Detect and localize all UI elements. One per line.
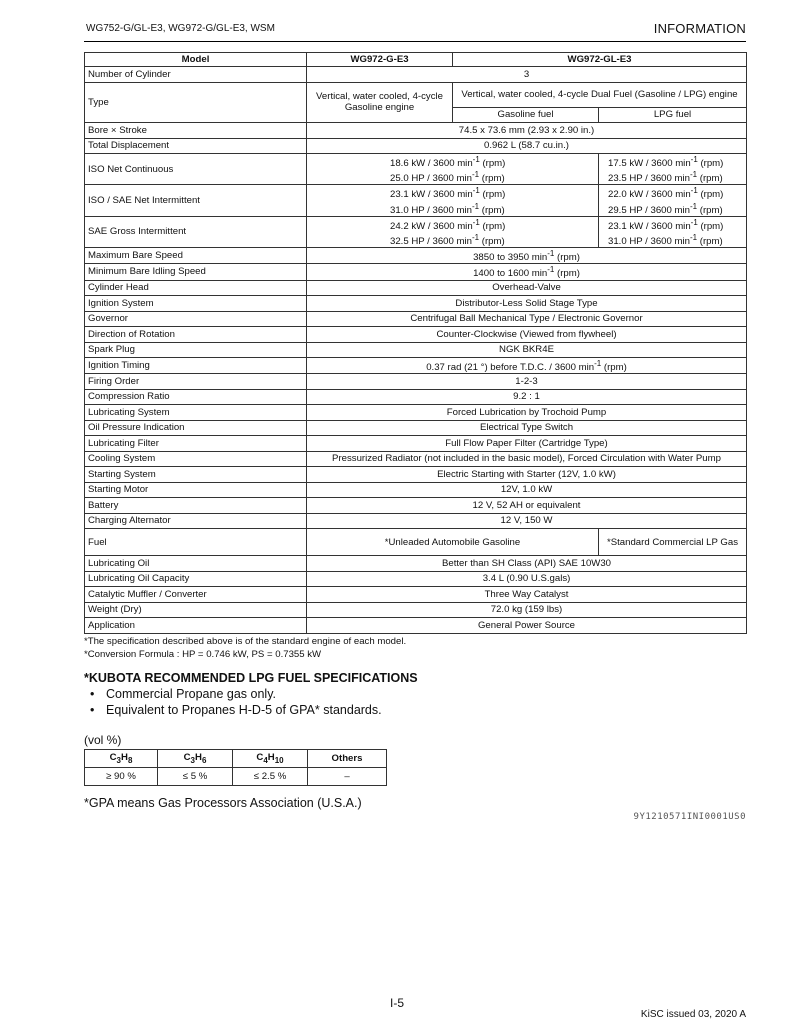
power-unit-sup: -1 [690, 217, 698, 227]
row-value: Counter-Clockwise (Viewed from flywheel) [307, 327, 747, 343]
row-value: Distributor-Less Solid Stage Type [307, 296, 747, 312]
table-row [85, 123, 747, 139]
row-value: Electric Starting with Starter (12V, 1.0 kW) [307, 467, 747, 483]
row-label: Number of Cylinder [85, 67, 307, 83]
row-label: Governor [85, 311, 307, 327]
row-value: 74.5 x 73.6 mm (2.93 x 2.90 in.) [307, 123, 747, 139]
row-label: Starting Motor [85, 482, 307, 498]
list-item: • Equivalent to Propanes H-D-5 of GPA* standards. [90, 702, 382, 718]
power-unit: (rpm) [697, 220, 724, 232]
row-label: Ignition Timing [85, 358, 307, 374]
power-unit-sup: -1 [472, 186, 480, 196]
power-unit-sup: -1 [689, 170, 698, 180]
header-section: INFORMATION [653, 21, 746, 36]
table-row [85, 436, 747, 452]
row-value: 0.962 L (58.7 cu.in.) [307, 138, 747, 154]
lpg-composition-table [84, 749, 387, 786]
row-value: General Power Source [307, 618, 747, 634]
table-row [85, 358, 747, 374]
row-label: Lubricating Oil [85, 556, 307, 572]
type-g: Vertical, water cooled, 4-cycle Gasoline engine [307, 82, 453, 123]
power-value: 17.5 kW / 3600 min [608, 158, 691, 170]
row-value: 1-2-3 [307, 374, 747, 390]
col-propane: $C_3H_8$ [85, 750, 158, 768]
row-label: Weight (Dry) [85, 602, 307, 618]
row-label: Direction of Rotation [85, 327, 307, 343]
row-value: 72.0 kg (159 lbs) [307, 602, 747, 618]
row-label: Spark Plug [85, 342, 307, 358]
row-label: Starting System [85, 467, 307, 483]
table-row [85, 185, 747, 216]
row-value: Forced Lubrication by Trochoid Pump [307, 405, 747, 421]
table-row [85, 280, 747, 296]
page-number: I-5 [389, 996, 404, 1010]
power-unit: (rpm) [479, 204, 505, 216]
speed-unit: (rpm) [554, 268, 580, 280]
col-butane: $C_4H_{10}$ [233, 750, 308, 768]
power-gasoline [307, 216, 599, 247]
row-label: Fuel [85, 529, 307, 556]
row-value: 12 V, 52 AH or equivalent [307, 498, 747, 514]
row-label: Minimum Bare Idling Speed [85, 264, 307, 280]
power-unit: (rpm) [479, 173, 505, 185]
col-gl: WG972-GL-E3 [453, 53, 747, 67]
table-row [85, 296, 747, 312]
power-unit: (rpm) [697, 189, 724, 201]
row-value: 12V, 1.0 kW [307, 482, 747, 498]
power-unit: (rpm) [697, 204, 723, 216]
col-model: Model [85, 53, 307, 67]
table-row [85, 602, 747, 618]
table-row [85, 67, 747, 83]
row-label: Lubricating Filter [85, 436, 307, 452]
row-label: Compression Ratio [85, 389, 307, 405]
table-row [85, 529, 747, 556]
speed-unit-sup: -1 [547, 249, 555, 259]
row-value: 12 V, 150 W [307, 513, 747, 529]
row-value: Pressurized Radiator (not included in the basic model), Forced Circulation with Water Pump [307, 451, 747, 467]
power-unit: (rpm) [479, 158, 506, 170]
table-header-row [85, 750, 387, 768]
doc-code: 9Y1210571INI0001US0 [633, 812, 746, 822]
speed-value: 3850 to 3950 min [473, 252, 548, 264]
power-lpg [599, 154, 747, 185]
power-value: 25.0 HP / 3600 min [390, 173, 472, 185]
power-unit-sup: -1 [690, 186, 698, 196]
power-gasoline [307, 154, 599, 185]
power-value: 31.0 HP / 3600 min [390, 204, 472, 216]
power-unit-sup: -1 [471, 201, 480, 211]
row-value: Better than SH Class (API) SAE 10W30 [307, 556, 747, 572]
header-models: WG752-G/GL-E3, WG972-G/GL-E3, WSM [86, 23, 275, 34]
table-row [85, 556, 747, 572]
row-label: Battery [85, 498, 307, 514]
list-item: • Commercial Propane gas only. [90, 686, 382, 702]
row-label: ISO / SAE Net Intermittent [85, 185, 307, 216]
table-cell: – [308, 768, 387, 786]
row-label: Lubricating System [85, 405, 307, 421]
fuel-gasoline-head: Gasoline fuel [453, 107, 599, 123]
row-label: Catalytic Muffler / Converter [85, 587, 307, 603]
fuel-gasoline: *Unleaded Automobile Gasoline [307, 529, 599, 556]
row-label: Firing Order [85, 374, 307, 390]
power-value: 32.5 HP / 3600 min [390, 236, 472, 248]
row-label: Oil Pressure Indication [85, 420, 307, 436]
row-value [307, 358, 747, 374]
table-row [85, 482, 747, 498]
power-lpg [599, 216, 747, 247]
table-row [85, 248, 747, 264]
power-value: 23.1 kW / 3600 min [390, 189, 473, 201]
power-value: 31.0 HP / 3600 min [608, 236, 690, 248]
power-value: 18.6 kW / 3600 min [390, 158, 473, 170]
table-row [85, 420, 747, 436]
power-value: 29.5 HP / 3600 min [608, 204, 690, 216]
table-row [85, 498, 747, 514]
power-unit: (rpm) [479, 236, 505, 248]
power-unit-sup: -1 [471, 170, 480, 180]
table-row [85, 216, 747, 247]
row-value: NGK BKR4E [307, 342, 747, 358]
issue-note: KiSC issued 03, 2020 A [640, 1009, 746, 1020]
table-row [85, 451, 747, 467]
speed-value: 1400 to 1600 min [473, 268, 548, 280]
row-value: Full Flow Paper Filter (Cartridge Type) [307, 436, 747, 452]
row-value [307, 264, 747, 280]
row-label: Charging Alternator [85, 513, 307, 529]
spec-table [84, 52, 747, 634]
power-gasoline [307, 185, 599, 216]
col-propylene: $C_3H_6$ [158, 750, 233, 768]
row-label: Type [85, 82, 307, 123]
row-label: Total Displacement [85, 138, 307, 154]
power-unit-sup: -1 [690, 155, 698, 164]
spec-notes [84, 635, 406, 661]
table-cell: ≤ 5 % [158, 768, 233, 786]
fuel-lpg-head: LPG fuel [599, 107, 747, 123]
table-row [85, 327, 747, 343]
col-g: WG972-G-E3 [307, 53, 453, 67]
speed-unit: (rpm) [554, 252, 580, 264]
row-label: ISO Net Continuous [85, 154, 307, 185]
power-unit: (rpm) [479, 220, 506, 232]
note-line: *The specification described above is of the standard engine of each model. [84, 636, 407, 647]
table-row [85, 389, 747, 405]
row-label: Ignition System [85, 296, 307, 312]
timing-unit-sup: -1 [594, 359, 602, 368]
table-cell: ≥ 90 % [85, 768, 158, 786]
power-value: 24.2 kW / 3600 min [390, 220, 473, 232]
note-line: *Conversion Formula : HP = 0.746 kW, PS = 0.7355 kW [84, 649, 322, 660]
table-row [85, 264, 747, 280]
table-row [85, 768, 387, 786]
power-unit-sup: -1 [689, 201, 698, 211]
power-value: 23.1 kW / 3600 min [608, 220, 691, 232]
power-unit: (rpm) [697, 173, 723, 185]
power-value: 23.5 HP / 3600 min [608, 173, 690, 185]
row-value: 3 [307, 67, 747, 83]
table-row [85, 154, 747, 185]
table-header-row [85, 53, 747, 67]
timing-unit: (rpm) [601, 362, 627, 374]
timing-value: 0.37 rad (21 °) before T.D.C. / 3600 min [426, 362, 595, 374]
row-value: Electrical Type Switch [307, 420, 747, 436]
power-unit: (rpm) [697, 158, 724, 170]
speed-unit-sup: -1 [547, 265, 555, 275]
row-label: Application [85, 618, 307, 634]
row-value: Overhead-Valve [307, 280, 747, 296]
table-row [85, 587, 747, 603]
table-row [85, 82, 747, 107]
lpg-bullets [90, 686, 382, 718]
table-row [85, 374, 747, 390]
col-others: Others [308, 750, 387, 768]
power-unit-sup: -1 [472, 155, 480, 164]
row-label: Bore × Stroke [85, 123, 307, 139]
power-unit: (rpm) [479, 189, 506, 201]
table-row [85, 467, 747, 483]
table-row [85, 513, 747, 529]
type-gl: Vertical, water cooled, 4-cycle Dual Fuel (Gasoline / LPG) engine [453, 82, 747, 107]
lpg-title: *KUBOTA RECOMMENDED LPG FUEL SPECIFICATIONS [84, 671, 418, 685]
row-label: Lubricating Oil Capacity [85, 571, 307, 587]
power-unit: (rpm) [697, 236, 723, 248]
fuel-lpg: *Standard Commercial LP Gas [599, 529, 747, 556]
power-value: 22.0 kW / 3600 min [608, 189, 691, 201]
table-row [85, 342, 747, 358]
table-row [85, 311, 747, 327]
header-rule [84, 41, 746, 42]
power-unit-sup: -1 [689, 232, 698, 242]
row-label: Cooling System [85, 451, 307, 467]
row-label: SAE Gross Intermittent [85, 216, 307, 247]
power-lpg [599, 185, 747, 216]
table-row [85, 138, 747, 154]
row-label: Maximum Bare Speed [85, 248, 307, 264]
table-row [85, 618, 747, 634]
row-value: Centrifugal Ball Mechanical Type / Electronic Governor [307, 311, 747, 327]
gpa-note: *GPA means Gas Processors Association (U.S.A.) [84, 796, 362, 810]
power-unit-sup: -1 [471, 232, 480, 242]
table-cell: ≤ 2.5 % [233, 768, 308, 786]
vol-unit: (vol %) [84, 733, 122, 747]
row-value [307, 248, 747, 264]
power-unit-sup: -1 [472, 217, 480, 227]
table-row [85, 571, 747, 587]
row-label: Cylinder Head [85, 280, 307, 296]
row-value: Three Way Catalyst [307, 587, 747, 603]
table-row [85, 405, 747, 421]
row-value: 3.4 L (0.90 U.S.gals) [307, 571, 747, 587]
row-value: 9.2 : 1 [307, 389, 747, 405]
